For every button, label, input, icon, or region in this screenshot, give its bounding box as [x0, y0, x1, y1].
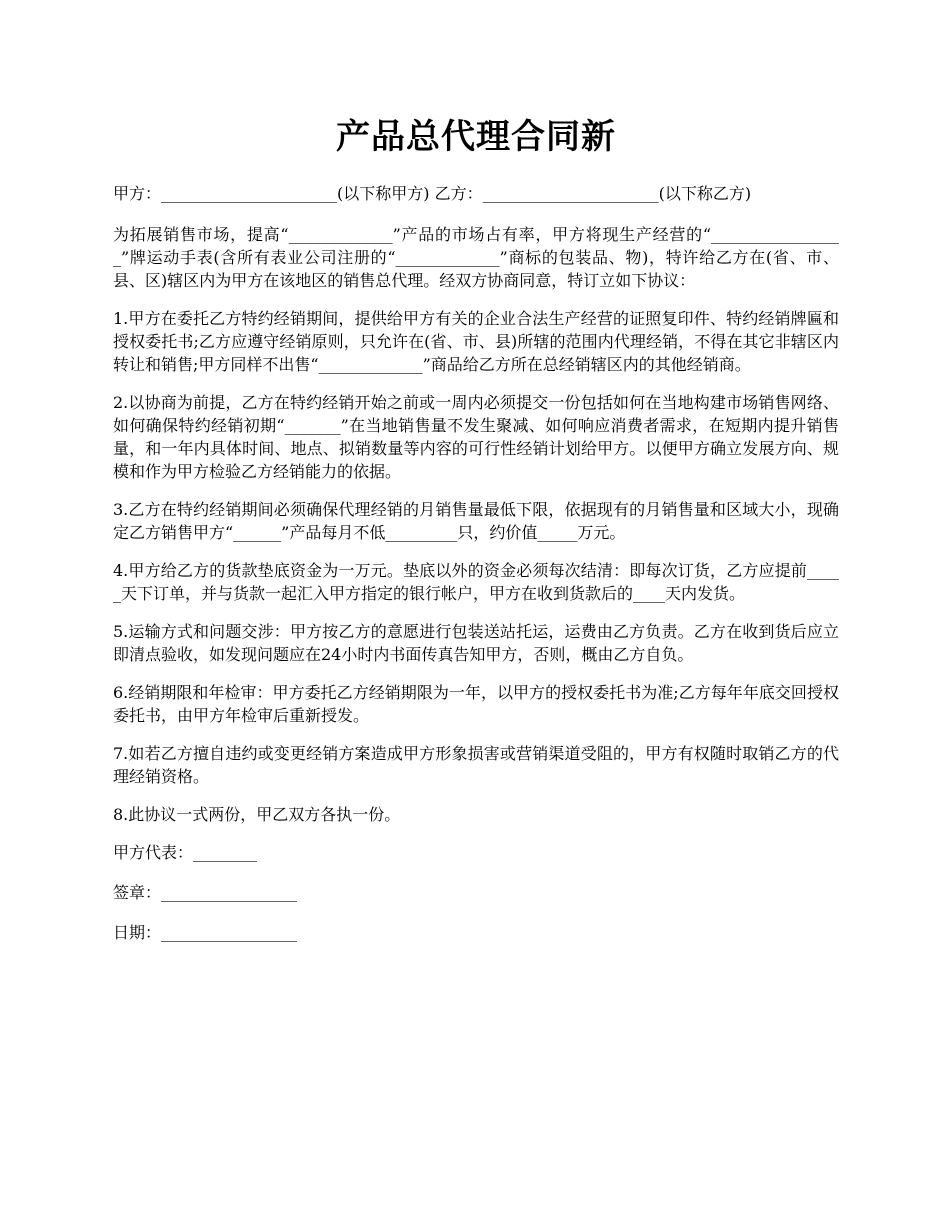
signature-date: 日期：_________________ [113, 923, 298, 942]
contract-page [113, 112, 839, 961]
intro-paragraph: 为拓展销售市场，提高“_____________”产品的市场占有率，甲方将现生产经营的“_________________”牌运动手表(含所有表业公司注册的“_____________”商标的包装品、物)，特许给乙方在(省、市、县、区)辖区内为甲方在该地区的销售总代理。经双方协商同意，特订立如下协议： [113, 225, 839, 290]
clause-6: 6.经销期限和年检审：甲方委托乙方经销期限为一年，以甲方的授权委托书为准;乙方每年年底交回授权委托书，由甲方年检审后重新授发。 [113, 683, 839, 725]
clause-3: 3.乙方在特约经销期间必须确保代理经销的月销售量最低下限，依据现有的月销售量和区域大小，现确定乙方销售甲方“______”产品每月不低_________只，约价值_____万元。 [113, 500, 839, 542]
clause-1: 1.甲方在委托乙方特约经销期间，提供给甲方有关的企业合法生产经营的证照复印件、特约经销牌匾和授权委托书;乙方应遵守经销原则，只允许在(省、市、县)所辖的范围内代理经销，不得在其它非辖区内转让和销售;甲方同样不出售“_____________”商品给乙方所在总经销辖区内的其他经销商。 [113, 309, 839, 374]
clause-4: 4.甲方给乙方的货款垫底资金为一万元。垫底以外的资金必须每次结清：即每次订货，乙方应提前_____天下订单，并与货款一起汇入甲方指定的银行帐户，甲方在收到货款后的____天内发货。 [113, 561, 839, 603]
signature-representative: 甲方代表：________ [113, 843, 258, 862]
clause-8: 8.此协议一式两份，甲乙双方各执一份。 [113, 805, 401, 824]
parties-line: 甲方：______________________(以下称甲方) 乙方：______________________(以下称乙方) [113, 184, 752, 203]
document-title: 产品总代理合同新 [336, 117, 616, 157]
clause-2: 2.以协商为前提，乙方在特约经销开始之前或一周内必须提交一份包括如何在当地构建市场销售网络、如何确保特约经销初期“_______”在当地销售量不发生聚减、如何响应消费者需求，在短期内提升销售量，和一年内具体时间、地点、拟销数量等内容的可行性经销计划给甲方。以便甲方确立发展方向、规模和作为甲方检验乙方经销能力的依据。 [113, 393, 839, 481]
signature-seal: 签章：_________________ [113, 883, 298, 902]
clause-7: 7.如若乙方擅自违约或变更经销方案造成甲方形象损害或营销渠道受阻的，甲方有权随时取销乙方的代理经销资格。 [113, 744, 839, 786]
clause-5: 5.运输方式和问题交涉：甲方按乙方的意愿进行包装送站托运，运费由乙方负责。乙方在收到货后应立即清点验收，如发现问题应在24小时内书面传真告知甲方，否则，概由乙方自负。 [113, 622, 839, 664]
